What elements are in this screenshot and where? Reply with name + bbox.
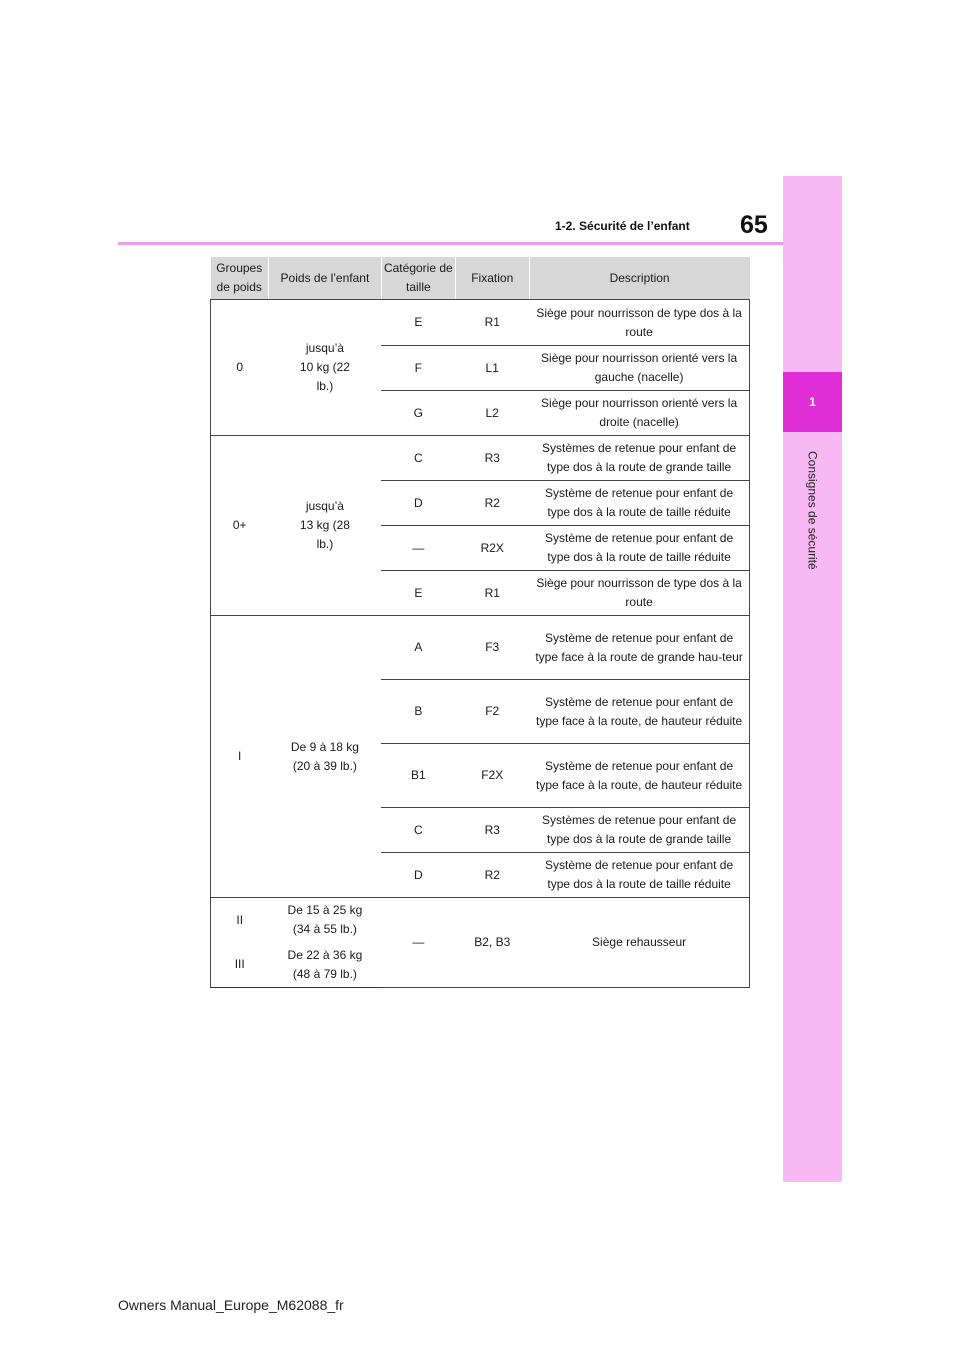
table-row [211, 436, 750, 481]
table-header-row [211, 257, 750, 300]
chapter-number-tab[interactable] [783, 372, 842, 432]
header-description: Description [529, 257, 749, 300]
size-category-cell: G [381, 391, 455, 436]
child-weight-cell: De 9 à 18 kg (20 à 39 lb.) [268, 616, 381, 898]
weight-group-cell: 0+ [211, 436, 269, 616]
child-weight-cell: jusqu’à 10 kg (22 lb.) [268, 300, 381, 436]
size-category-cell: F [381, 346, 455, 391]
description-cell: Siège pour nourrisson de type dos à la route [529, 300, 749, 346]
fixation-cell: F2 [455, 680, 529, 744]
section-title: 1-2. Sécurité de l’enfant [555, 219, 690, 233]
description-cell: Système de retenue pour enfant de type face à la route de grande hau-teur [529, 616, 749, 680]
fixation-cell: R1 [455, 300, 529, 346]
header-size-category: Catégorie de taille [381, 257, 455, 300]
fixation-cell: R1 [455, 571, 529, 616]
size-category-cell: E [381, 300, 455, 346]
fixation-cell: R3 [455, 436, 529, 481]
description-cell: Système de retenue pour enfant de type dos à la route de taille réduite [529, 853, 749, 898]
chapter-title-tab [783, 440, 842, 580]
size-category-cell: B [381, 680, 455, 744]
size-category-cell: — [381, 898, 455, 988]
description-cell: Système de retenue pour enfant de type dos à la route de taille réduite [529, 481, 749, 526]
table-row [211, 898, 750, 943]
description-cell: Siège pour nourrisson de type dos à la route [529, 571, 749, 616]
fixation-cell: R2 [455, 481, 529, 526]
table-row [211, 616, 750, 680]
page-number: 65 [740, 211, 768, 239]
description-cell: Système de retenue pour enfant de type dos à la route de taille réduite [529, 526, 749, 571]
size-category-cell: A [381, 616, 455, 680]
fixation-cell: F3 [455, 616, 529, 680]
child-weight-cell: De 22 à 36 kg (48 à 79 lb.) [268, 943, 381, 988]
child-weight-cell: De 15 à 25 kg (34 à 55 lb.) [287, 903, 363, 937]
fixation-cell: F2X [455, 744, 529, 808]
description-cell: Siège rehausseur [529, 898, 749, 988]
weight-group-cell: I [211, 616, 269, 898]
chapter-title: Consignes de sécurité [805, 450, 820, 570]
fixation-cell: L1 [455, 346, 529, 391]
fixation-cell: R2X [455, 526, 529, 571]
weight-group-cell: 0 [211, 300, 269, 436]
size-category-cell: E [381, 571, 455, 616]
weight-group-cell: II [211, 898, 269, 943]
header-weight-group: Groupes de poids [211, 257, 269, 300]
header-fixation: Fixation [455, 257, 529, 300]
child-seat-table [210, 257, 750, 988]
description-cell: Siège pour nourrisson orienté vers la gauche (nacelle) [529, 346, 749, 391]
fixation-cell: R3 [455, 808, 529, 853]
header-child-weight: Poids de l’enfant [268, 257, 381, 300]
size-category-cell: D [381, 853, 455, 898]
fixation-cell: B2, B3 [455, 898, 529, 988]
footer-text: Owners Manual_Europe_M62088_fr [118, 1297, 344, 1313]
chapter-number: 1 [809, 395, 816, 409]
side-tab [783, 176, 842, 1182]
size-category-cell: B1 [381, 744, 455, 808]
description-cell: Système de retenue pour enfant de type face à la route, de hauteur réduite [529, 680, 749, 744]
header-divider [118, 242, 783, 245]
size-category-cell: D [381, 481, 455, 526]
weight-group-cell: III [211, 943, 269, 988]
child-weight-cell: jusqu’à 13 kg (28 lb.) [268, 436, 381, 616]
fixation-cell: L2 [455, 391, 529, 436]
description-cell: Systèmes de retenue pour enfant de type dos à la route de grande taille [529, 808, 749, 853]
size-category-cell: C [381, 436, 455, 481]
description-cell: Systèmes de retenue pour enfant de type dos à la route de grande taille [529, 436, 749, 481]
description-cell: Système de retenue pour enfant de type face à la route, de hauteur réduite [529, 744, 749, 808]
fixation-cell: R2 [455, 853, 529, 898]
size-category-cell: — [381, 526, 455, 571]
description-cell: Siège pour nourrisson orienté vers la droite (nacelle) [529, 391, 749, 436]
size-category-cell: C [381, 808, 455, 853]
table-row [211, 300, 750, 346]
